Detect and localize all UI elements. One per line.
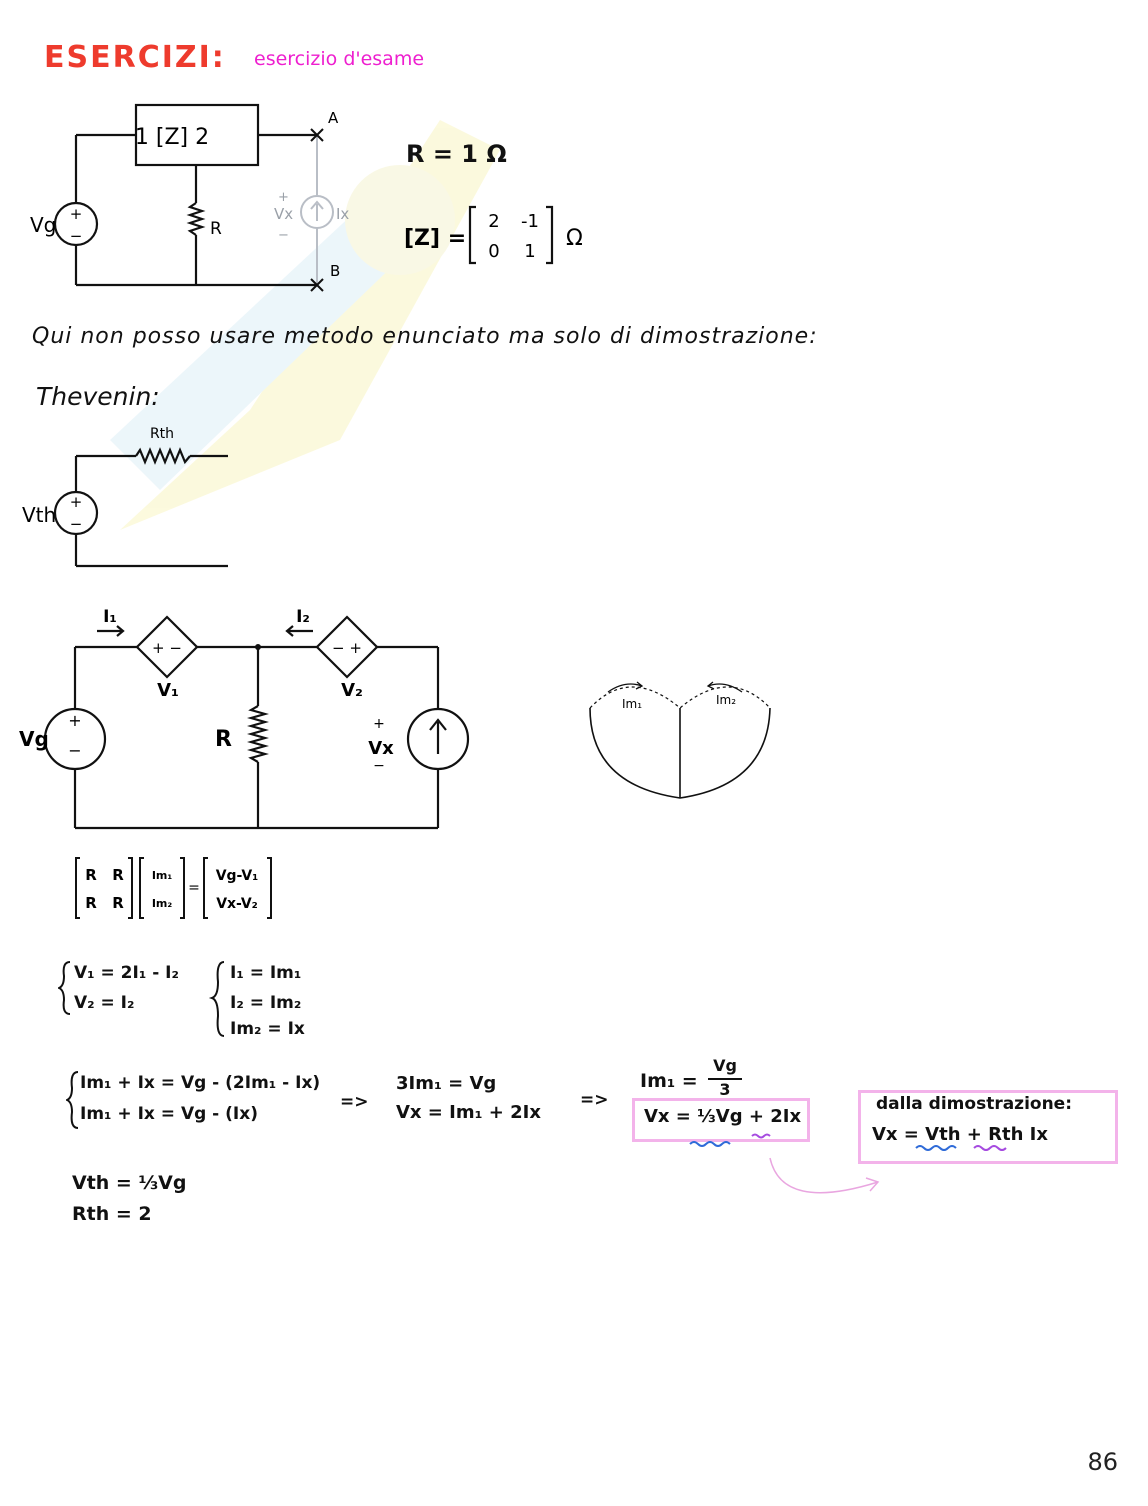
vth-plus: + <box>69 493 83 511</box>
vx-label: Vx <box>274 205 294 223</box>
vth-label: Vth <box>22 503 57 527</box>
vth-minus: − <box>69 515 83 533</box>
rhs-2: Vx-V₂ <box>216 896 258 912</box>
vg-plus: + <box>68 711 82 730</box>
rth-label: Rth <box>149 426 175 442</box>
source-plus: + <box>69 205 83 223</box>
sys2-line2: I₂ = Im₂ <box>230 993 302 1013</box>
z-22: 1 <box>524 241 536 262</box>
sys2-line3: Im₂ = Ix <box>230 1019 305 1039</box>
sys3-line2: Im₁ + Ix = Vg - (Ix) <box>80 1104 258 1124</box>
port-a-label: A <box>328 109 339 127</box>
demo-underlines <box>912 1140 1022 1154</box>
implies-arrow-2: => <box>580 1090 609 1110</box>
twoport-label: 1 [Z] 2 <box>134 125 210 150</box>
z-label: [Z] = <box>404 226 467 251</box>
sys1-line1: V₁ = 2I₁ - I₂ <box>74 963 179 983</box>
vg-minus: − <box>68 741 82 760</box>
v2-source-polarity: − + <box>332 639 362 657</box>
z-12: -1 <box>521 211 539 232</box>
resistor-r-label: R <box>210 219 222 239</box>
sys3-line1: Im₁ + Ix = Vg - (2Im₁ - Ix) <box>80 1073 321 1093</box>
implies-arrow-1: => <box>340 1092 369 1112</box>
r-value: R = 1 Ω <box>406 140 507 168</box>
vg-label: Vg <box>19 727 49 751</box>
i1-label: I₁ <box>103 607 117 627</box>
z-unit: Ω <box>566 226 583 251</box>
im2-mesh-label: Im₂ <box>715 693 737 707</box>
vec-im2: Im₂ <box>151 897 173 910</box>
source-vg-label: Vg <box>30 213 57 237</box>
vx-label-2: Vx <box>368 738 394 759</box>
step2-line1: 3Im₁ = Vg <box>396 1073 497 1094</box>
demonstration-heading: dalla dimostrazione: <box>876 1094 1073 1114</box>
mesh-sketch <box>580 670 780 810</box>
vx-minus: − <box>278 228 289 243</box>
frac-den: 3 <box>719 1080 731 1099</box>
m-22: R <box>112 894 124 912</box>
circuit-exam <box>20 95 400 305</box>
sys2-line1: I₁ = Im₁ <box>230 963 302 983</box>
v1-label: V₁ <box>157 680 179 701</box>
rth-result: Rth = 2 <box>72 1203 152 1225</box>
vx-minus-2: − <box>373 758 385 774</box>
m-21: R <box>85 894 97 912</box>
vx-plus-2: + <box>373 716 385 732</box>
port-b-label: B <box>330 262 341 280</box>
im1-mesh-label: Im₁ <box>621 697 643 711</box>
page-title: ESERCIZI: <box>44 40 226 75</box>
im1-solution: Im₁ = <box>640 1070 698 1092</box>
r-label: R <box>215 727 232 752</box>
rhs-1: Vg-V₁ <box>215 868 259 884</box>
source-minus: − <box>69 227 83 245</box>
step2-line2: Vx = Im₁ + 2Ix <box>396 1102 541 1123</box>
thevenin-heading: Thevenin: <box>36 382 160 411</box>
vx-underlines <box>688 1130 778 1150</box>
method-note: Qui non posso usare metodo enunciato ma solo di dimostrazione: <box>32 324 818 349</box>
circuit-twoport-model <box>15 600 485 840</box>
matrix-equals: = <box>188 880 200 896</box>
sys1-line2: V₂ = I₂ <box>74 993 135 1013</box>
demonstration-formula: Vx = Vth + Rth Ix <box>872 1124 1048 1145</box>
page-number: 86 <box>1087 1448 1118 1476</box>
z-11: 2 <box>488 211 500 232</box>
z-21: 0 <box>488 241 500 262</box>
v2-label: V₂ <box>341 680 363 701</box>
mesh-matrix-equation <box>70 852 290 924</box>
frac-num: Vg <box>713 1056 737 1075</box>
z-matrix <box>400 195 620 275</box>
v1-source-polarity: + − <box>152 639 182 657</box>
vx-plus: + <box>278 190 289 205</box>
thevenin-circuit <box>18 418 238 578</box>
ix-label: Ix <box>336 205 350 223</box>
m-11: R <box>85 866 97 884</box>
page-subtitle: esercizio d'esame <box>254 48 425 70</box>
vx-result: Vx = ⅓Vg + 2Ix <box>644 1106 802 1127</box>
i2-label: I₂ <box>296 607 310 627</box>
m-12: R <box>112 866 124 884</box>
vec-im1: Im₁ <box>151 869 173 882</box>
vth-result: Vth = ⅓Vg <box>72 1172 187 1194</box>
